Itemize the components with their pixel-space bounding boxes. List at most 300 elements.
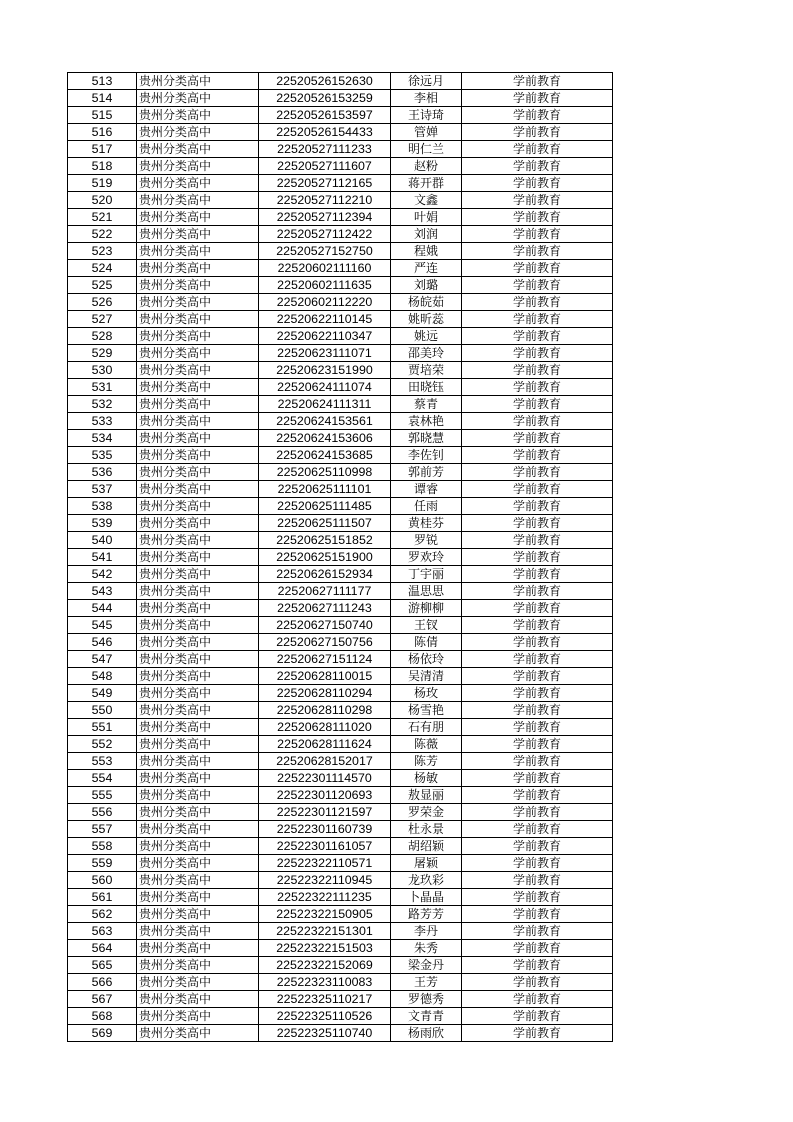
table-row xyxy=(68,736,613,753)
school-cell: 贵州分类高中 xyxy=(137,90,259,107)
table-row xyxy=(68,175,613,192)
exam-id-cell: 22520527111233 xyxy=(259,141,391,158)
exam-id-cell: 22520623111071 xyxy=(259,345,391,362)
exam-id-cell: 22520627111243 xyxy=(259,600,391,617)
table-row xyxy=(68,957,613,974)
exam-id-cell: 22520527111607 xyxy=(259,158,391,175)
exam-id-cell: 22520625111485 xyxy=(259,498,391,515)
major-cell: 学前教育 xyxy=(462,736,613,753)
student-list-table xyxy=(67,72,613,1042)
row-number-cell: 561 xyxy=(68,889,137,906)
table-row xyxy=(68,685,613,702)
student-name-cell: 严连 xyxy=(391,260,462,277)
table-row xyxy=(68,651,613,668)
row-number-cell: 520 xyxy=(68,192,137,209)
student-name-cell: 龙玖彩 xyxy=(391,872,462,889)
table-row xyxy=(68,617,613,634)
exam-id-cell: 22520628111624 xyxy=(259,736,391,753)
student-name-cell: 文鑫 xyxy=(391,192,462,209)
major-cell: 学前教育 xyxy=(462,243,613,260)
exam-id-cell: 22520627150740 xyxy=(259,617,391,634)
exam-id-cell: 22520527112394 xyxy=(259,209,391,226)
exam-id-cell: 22522325110526 xyxy=(259,1008,391,1025)
major-cell: 学前教育 xyxy=(462,158,613,175)
row-number-cell: 544 xyxy=(68,600,137,617)
school-cell: 贵州分类高中 xyxy=(137,1008,259,1025)
table-row xyxy=(68,107,613,124)
row-number-cell: 513 xyxy=(68,73,137,90)
row-number-cell: 528 xyxy=(68,328,137,345)
school-cell: 贵州分类高中 xyxy=(137,209,259,226)
school-cell: 贵州分类高中 xyxy=(137,685,259,702)
student-name-cell: 罗锐 xyxy=(391,532,462,549)
table-row xyxy=(68,464,613,481)
exam-id-cell: 22520602111635 xyxy=(259,277,391,294)
student-name-cell: 吴清清 xyxy=(391,668,462,685)
school-cell: 贵州分类高中 xyxy=(137,855,259,872)
exam-id-cell: 22520625111507 xyxy=(259,515,391,532)
major-cell: 学前教育 xyxy=(462,600,613,617)
exam-id-cell: 22520625151852 xyxy=(259,532,391,549)
exam-id-cell: 22522325110740 xyxy=(259,1025,391,1042)
exam-id-cell: 22520624111074 xyxy=(259,379,391,396)
school-cell: 贵州分类高中 xyxy=(137,430,259,447)
major-cell: 学前教育 xyxy=(462,175,613,192)
row-number-cell: 564 xyxy=(68,940,137,957)
exam-id-cell: 22520622110347 xyxy=(259,328,391,345)
major-cell: 学前教育 xyxy=(462,583,613,600)
student-name-cell: 袁林艳 xyxy=(391,413,462,430)
school-cell: 贵州分类高中 xyxy=(137,226,259,243)
table-row xyxy=(68,498,613,515)
school-cell: 贵州分类高中 xyxy=(137,957,259,974)
table-row xyxy=(68,345,613,362)
row-number-cell: 533 xyxy=(68,413,137,430)
student-name-cell: 赵粉 xyxy=(391,158,462,175)
row-number-cell: 566 xyxy=(68,974,137,991)
exam-id-cell: 22520527112210 xyxy=(259,192,391,209)
exam-id-cell: 22520628152017 xyxy=(259,753,391,770)
table-row xyxy=(68,294,613,311)
school-cell: 贵州分类高中 xyxy=(137,532,259,549)
student-name-cell: 丁宇丽 xyxy=(391,566,462,583)
exam-id-cell: 22522301120693 xyxy=(259,787,391,804)
student-name-cell: 屠颖 xyxy=(391,855,462,872)
row-number-cell: 527 xyxy=(68,311,137,328)
table-row xyxy=(68,515,613,532)
student-name-cell: 叶娟 xyxy=(391,209,462,226)
major-cell: 学前教育 xyxy=(462,396,613,413)
major-cell: 学前教育 xyxy=(462,430,613,447)
table-row xyxy=(68,974,613,991)
table-row xyxy=(68,872,613,889)
table-row xyxy=(68,889,613,906)
major-cell: 学前教育 xyxy=(462,634,613,651)
row-number-cell: 547 xyxy=(68,651,137,668)
major-cell: 学前教育 xyxy=(462,753,613,770)
student-name-cell: 徐远月 xyxy=(391,73,462,90)
row-number-cell: 552 xyxy=(68,736,137,753)
table-row xyxy=(68,549,613,566)
major-cell: 学前教育 xyxy=(462,957,613,974)
table-row xyxy=(68,991,613,1008)
major-cell: 学前教育 xyxy=(462,787,613,804)
school-cell: 贵州分类高中 xyxy=(137,277,259,294)
row-number-cell: 523 xyxy=(68,243,137,260)
row-number-cell: 565 xyxy=(68,957,137,974)
school-cell: 贵州分类高中 xyxy=(137,328,259,345)
student-name-cell: 郭晓慧 xyxy=(391,430,462,447)
table-row xyxy=(68,430,613,447)
exam-id-cell: 22520628111020 xyxy=(259,719,391,736)
table-row xyxy=(68,753,613,770)
exam-id-cell: 22520624153685 xyxy=(259,447,391,464)
row-number-cell: 538 xyxy=(68,498,137,515)
table-row xyxy=(68,804,613,821)
table-row xyxy=(68,821,613,838)
row-number-cell: 536 xyxy=(68,464,137,481)
row-number-cell: 546 xyxy=(68,634,137,651)
major-cell: 学前教育 xyxy=(462,464,613,481)
table-row xyxy=(68,311,613,328)
exam-id-cell: 22520526153259 xyxy=(259,90,391,107)
row-number-cell: 516 xyxy=(68,124,137,141)
row-number-cell: 562 xyxy=(68,906,137,923)
row-number-cell: 548 xyxy=(68,668,137,685)
major-cell: 学前教育 xyxy=(462,549,613,566)
table-row xyxy=(68,1008,613,1025)
exam-id-cell: 22520627150756 xyxy=(259,634,391,651)
student-name-cell: 谭睿 xyxy=(391,481,462,498)
row-number-cell: 555 xyxy=(68,787,137,804)
row-number-cell: 567 xyxy=(68,991,137,1008)
school-cell: 贵州分类高中 xyxy=(137,124,259,141)
table-row xyxy=(68,226,613,243)
student-name-cell: 文青青 xyxy=(391,1008,462,1025)
exam-id-cell: 22520623151990 xyxy=(259,362,391,379)
row-number-cell: 530 xyxy=(68,362,137,379)
exam-id-cell: 22520625111101 xyxy=(259,481,391,498)
major-cell: 学前教育 xyxy=(462,294,613,311)
school-cell: 贵州分类高中 xyxy=(137,1025,259,1042)
row-number-cell: 543 xyxy=(68,583,137,600)
student-name-cell: 刘璐 xyxy=(391,277,462,294)
student-name-cell: 杨皖茹 xyxy=(391,294,462,311)
exam-id-cell: 22522325110217 xyxy=(259,991,391,1008)
school-cell: 贵州分类高中 xyxy=(137,141,259,158)
major-cell: 学前教育 xyxy=(462,260,613,277)
exam-id-cell: 22520624111311 xyxy=(259,396,391,413)
table-row xyxy=(68,923,613,940)
table-row xyxy=(68,532,613,549)
exam-id-cell: 22522301161057 xyxy=(259,838,391,855)
student-name-cell: 王芳 xyxy=(391,974,462,991)
row-number-cell: 569 xyxy=(68,1025,137,1042)
student-name-cell: 卜晶晶 xyxy=(391,889,462,906)
school-cell: 贵州分类高中 xyxy=(137,906,259,923)
student-name-cell: 罗欢玲 xyxy=(391,549,462,566)
major-cell: 学前教育 xyxy=(462,277,613,294)
exam-id-cell: 22520625151900 xyxy=(259,549,391,566)
school-cell: 贵州分类高中 xyxy=(137,260,259,277)
row-number-cell: 557 xyxy=(68,821,137,838)
row-number-cell: 514 xyxy=(68,90,137,107)
exam-id-cell: 22520628110015 xyxy=(259,668,391,685)
school-cell: 贵州分类高中 xyxy=(137,974,259,991)
table-row xyxy=(68,209,613,226)
school-cell: 贵州分类高中 xyxy=(137,175,259,192)
student-name-cell: 任雨 xyxy=(391,498,462,515)
major-cell: 学前教育 xyxy=(462,855,613,872)
row-number-cell: 532 xyxy=(68,396,137,413)
table-row xyxy=(68,770,613,787)
row-number-cell: 568 xyxy=(68,1008,137,1025)
exam-id-cell: 22520625110998 xyxy=(259,464,391,481)
exam-id-cell: 22520526153597 xyxy=(259,107,391,124)
student-name-cell: 田晓钰 xyxy=(391,379,462,396)
student-name-cell: 王诗琦 xyxy=(391,107,462,124)
row-number-cell: 541 xyxy=(68,549,137,566)
student-name-cell: 敖显丽 xyxy=(391,787,462,804)
major-cell: 学前教育 xyxy=(462,821,613,838)
table-body xyxy=(68,73,613,1042)
row-number-cell: 560 xyxy=(68,872,137,889)
table-row xyxy=(68,481,613,498)
student-name-cell: 朱秀 xyxy=(391,940,462,957)
exam-id-cell: 22520527112165 xyxy=(259,175,391,192)
student-name-cell: 胡绍颖 xyxy=(391,838,462,855)
exam-id-cell: 22522322110945 xyxy=(259,872,391,889)
row-number-cell: 519 xyxy=(68,175,137,192)
table-row xyxy=(68,855,613,872)
table-row xyxy=(68,583,613,600)
row-number-cell: 517 xyxy=(68,141,137,158)
student-name-cell: 游柳柳 xyxy=(391,600,462,617)
exam-id-cell: 22522301114570 xyxy=(259,770,391,787)
table-row xyxy=(68,124,613,141)
table-row xyxy=(68,447,613,464)
school-cell: 贵州分类高中 xyxy=(137,447,259,464)
row-number-cell: 554 xyxy=(68,770,137,787)
table-row xyxy=(68,719,613,736)
major-cell: 学前教育 xyxy=(462,940,613,957)
row-number-cell: 529 xyxy=(68,345,137,362)
exam-id-cell: 22520602111160 xyxy=(259,260,391,277)
major-cell: 学前教育 xyxy=(462,192,613,209)
major-cell: 学前教育 xyxy=(462,838,613,855)
exam-id-cell: 22522301160739 xyxy=(259,821,391,838)
exam-id-cell: 22520622110145 xyxy=(259,311,391,328)
exam-id-cell: 22522301121597 xyxy=(259,804,391,821)
student-name-cell: 贾培荣 xyxy=(391,362,462,379)
table-row xyxy=(68,73,613,90)
row-number-cell: 542 xyxy=(68,566,137,583)
exam-id-cell: 22520624153606 xyxy=(259,430,391,447)
table-row xyxy=(68,158,613,175)
school-cell: 贵州分类高中 xyxy=(137,107,259,124)
school-cell: 贵州分类高中 xyxy=(137,702,259,719)
row-number-cell: 558 xyxy=(68,838,137,855)
major-cell: 学前教育 xyxy=(462,345,613,362)
exam-id-cell: 22522322151301 xyxy=(259,923,391,940)
table-row xyxy=(68,396,613,413)
school-cell: 贵州分类高中 xyxy=(137,498,259,515)
exam-id-cell: 22520628110298 xyxy=(259,702,391,719)
major-cell: 学前教育 xyxy=(462,923,613,940)
school-cell: 贵州分类高中 xyxy=(137,73,259,90)
school-cell: 贵州分类高中 xyxy=(137,600,259,617)
school-cell: 贵州分类高中 xyxy=(137,566,259,583)
exam-id-cell: 22522322151503 xyxy=(259,940,391,957)
row-number-cell: 551 xyxy=(68,719,137,736)
table-row xyxy=(68,787,613,804)
student-name-cell: 杨敏 xyxy=(391,770,462,787)
student-name-cell: 李相 xyxy=(391,90,462,107)
student-name-cell: 姚远 xyxy=(391,328,462,345)
school-cell: 贵州分类高中 xyxy=(137,651,259,668)
major-cell: 学前教育 xyxy=(462,566,613,583)
exam-id-cell: 22520527152750 xyxy=(259,243,391,260)
table-row xyxy=(68,379,613,396)
school-cell: 贵州分类高中 xyxy=(137,838,259,855)
exam-id-cell: 22520624153561 xyxy=(259,413,391,430)
school-cell: 贵州分类高中 xyxy=(137,753,259,770)
table-row xyxy=(68,362,613,379)
school-cell: 贵州分类高中 xyxy=(137,413,259,430)
major-cell: 学前教育 xyxy=(462,991,613,1008)
school-cell: 贵州分类高中 xyxy=(137,311,259,328)
table-row xyxy=(68,566,613,583)
school-cell: 贵州分类高中 xyxy=(137,617,259,634)
row-number-cell: 549 xyxy=(68,685,137,702)
student-name-cell: 杨雪艳 xyxy=(391,702,462,719)
table-row xyxy=(68,702,613,719)
major-cell: 学前教育 xyxy=(462,872,613,889)
exam-id-cell: 22520602112220 xyxy=(259,294,391,311)
major-cell: 学前教育 xyxy=(462,481,613,498)
student-name-cell: 邵美玲 xyxy=(391,345,462,362)
table-row xyxy=(68,838,613,855)
student-name-cell: 李佐钊 xyxy=(391,447,462,464)
major-cell: 学前教育 xyxy=(462,447,613,464)
student-name-cell: 石有朋 xyxy=(391,719,462,736)
exam-id-cell: 22520626152934 xyxy=(259,566,391,583)
row-number-cell: 537 xyxy=(68,481,137,498)
major-cell: 学前教育 xyxy=(462,107,613,124)
student-name-cell: 梁金丹 xyxy=(391,957,462,974)
major-cell: 学前教育 xyxy=(462,311,613,328)
school-cell: 贵州分类高中 xyxy=(137,668,259,685)
exam-id-cell: 22520627151124 xyxy=(259,651,391,668)
school-cell: 贵州分类高中 xyxy=(137,940,259,957)
school-cell: 贵州分类高中 xyxy=(137,192,259,209)
student-name-cell: 姚昕蕊 xyxy=(391,311,462,328)
student-name-cell: 王钗 xyxy=(391,617,462,634)
exam-id-cell: 22520628110294 xyxy=(259,685,391,702)
table-row xyxy=(68,668,613,685)
row-number-cell: 559 xyxy=(68,855,137,872)
table-row xyxy=(68,277,613,294)
student-name-cell: 蒋开群 xyxy=(391,175,462,192)
row-number-cell: 521 xyxy=(68,209,137,226)
table-row xyxy=(68,940,613,957)
major-cell: 学前教育 xyxy=(462,719,613,736)
student-name-cell: 李丹 xyxy=(391,923,462,940)
table-row xyxy=(68,141,613,158)
major-cell: 学前教育 xyxy=(462,90,613,107)
exam-id-cell: 22520627111177 xyxy=(259,583,391,600)
major-cell: 学前教育 xyxy=(462,124,613,141)
student-name-cell: 陈薇 xyxy=(391,736,462,753)
row-number-cell: 524 xyxy=(68,260,137,277)
exam-id-cell: 22522322152069 xyxy=(259,957,391,974)
major-cell: 学前教育 xyxy=(462,141,613,158)
major-cell: 学前教育 xyxy=(462,1008,613,1025)
student-name-cell: 刘润 xyxy=(391,226,462,243)
row-number-cell: 535 xyxy=(68,447,137,464)
school-cell: 贵州分类高中 xyxy=(137,515,259,532)
student-name-cell: 陈芳 xyxy=(391,753,462,770)
school-cell: 贵州分类高中 xyxy=(137,770,259,787)
school-cell: 贵州分类高中 xyxy=(137,379,259,396)
school-cell: 贵州分类高中 xyxy=(137,804,259,821)
school-cell: 贵州分类高中 xyxy=(137,634,259,651)
school-cell: 贵州分类高中 xyxy=(137,464,259,481)
row-number-cell: 534 xyxy=(68,430,137,447)
student-name-cell: 杨玫 xyxy=(391,685,462,702)
student-name-cell: 路芳芳 xyxy=(391,906,462,923)
row-number-cell: 550 xyxy=(68,702,137,719)
major-cell: 学前教育 xyxy=(462,498,613,515)
row-number-cell: 563 xyxy=(68,923,137,940)
major-cell: 学前教育 xyxy=(462,515,613,532)
major-cell: 学前教育 xyxy=(462,702,613,719)
major-cell: 学前教育 xyxy=(462,328,613,345)
school-cell: 贵州分类高中 xyxy=(137,158,259,175)
student-name-cell: 罗德秀 xyxy=(391,991,462,1008)
major-cell: 学前教育 xyxy=(462,209,613,226)
table-row xyxy=(68,192,613,209)
exam-id-cell: 22522323110083 xyxy=(259,974,391,991)
major-cell: 学前教育 xyxy=(462,651,613,668)
table-row xyxy=(68,634,613,651)
exam-id-cell: 22520526152630 xyxy=(259,73,391,90)
student-name-cell: 明仁兰 xyxy=(391,141,462,158)
row-number-cell: 539 xyxy=(68,515,137,532)
major-cell: 学前教育 xyxy=(462,1025,613,1042)
table-row xyxy=(68,600,613,617)
major-cell: 学前教育 xyxy=(462,226,613,243)
table-row xyxy=(68,260,613,277)
major-cell: 学前教育 xyxy=(462,362,613,379)
school-cell: 贵州分类高中 xyxy=(137,889,259,906)
row-number-cell: 518 xyxy=(68,158,137,175)
row-number-cell: 545 xyxy=(68,617,137,634)
major-cell: 学前教育 xyxy=(462,617,613,634)
table-row xyxy=(68,243,613,260)
major-cell: 学前教育 xyxy=(462,770,613,787)
table-row xyxy=(68,906,613,923)
student-name-cell: 程娥 xyxy=(391,243,462,260)
table-row xyxy=(68,1025,613,1042)
school-cell: 贵州分类高中 xyxy=(137,787,259,804)
school-cell: 贵州分类高中 xyxy=(137,872,259,889)
school-cell: 贵州分类高中 xyxy=(137,243,259,260)
major-cell: 学前教育 xyxy=(462,906,613,923)
major-cell: 学前教育 xyxy=(462,379,613,396)
student-name-cell: 管婵 xyxy=(391,124,462,141)
school-cell: 贵州分类高中 xyxy=(137,736,259,753)
